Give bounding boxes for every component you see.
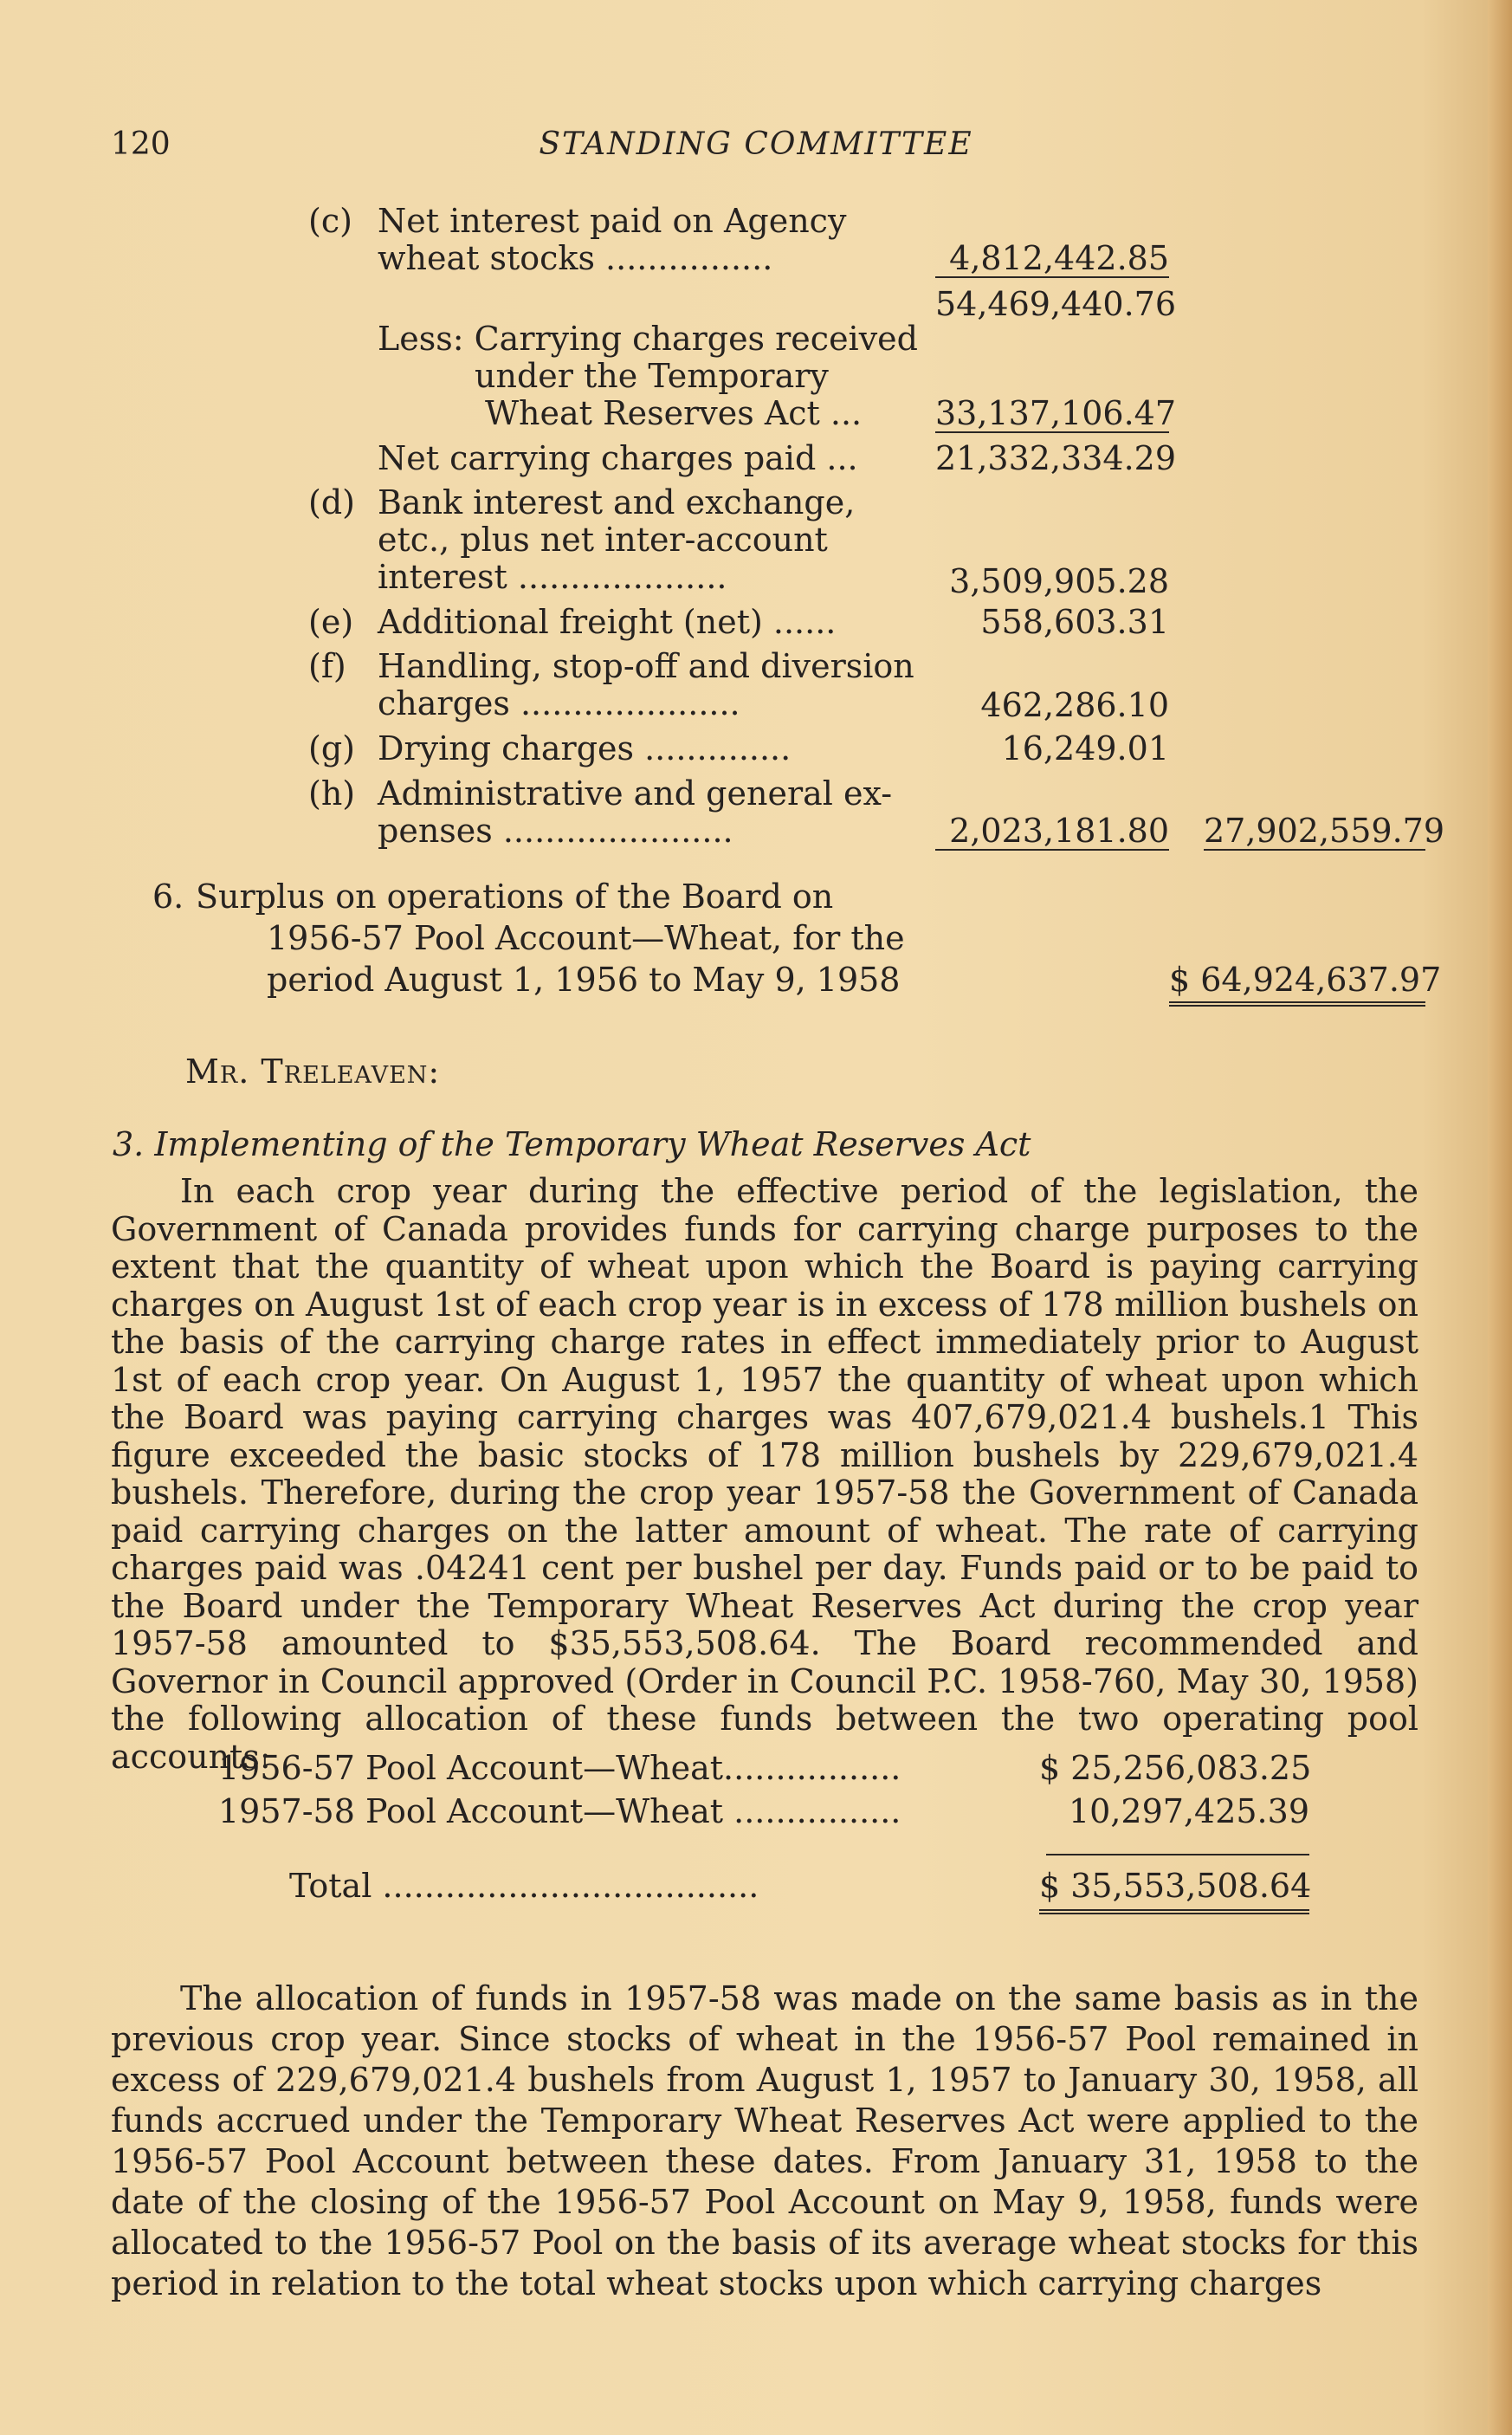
less-amount: 33,137,106.47 — [935, 394, 1177, 432]
item-e-label: (e) — [308, 603, 354, 641]
item-c-line2: wheat stocks ................ — [378, 239, 773, 277]
allocation-row2-label: 1957-58 Pool Account—Wheat ................ — [218, 1792, 901, 1830]
paragraph-1: In each crop year during the effective period of the legislation, the Government of Canada provides funds for carrying charge purposes to the extent that the quantity of wheat upon which the Board is paying carrying charges on August 1st of each crop year is in excess of 178 million bushels on the basis of the carrying charge rates in effect immediately prior to August 1st of each crop year. On August 1, 1957 the quantity of wheat upon which the Board was paying carrying charges was 407,679,021.4 bushels.1 This figure exceeded the basic stocks of 178 million bushels by 229,679,021.4 bushels. Therefore, during the crop year 1957-58 the Government of Canada paid carrying charges on the latter amount of wheat. The rate of carrying charges paid was .04241 cent per bushel per day. Funds paid or to be paid to the Board under the Temporary Wheat Reserves Act during the crop year 1957-58 amounted to $35,553,508.64. The Board recommended and Governor in Council approved (Order in Council P.C. 1958-760, May 30, 1958) the following allocation of these funds between the two operating pool accounts: — [111, 1172, 1418, 1776]
item-d-amount: 3,509,905.28 — [949, 562, 1169, 600]
less-line2: under the Temporary — [475, 357, 829, 395]
item-g-amount: 16,249.01 — [1001, 729, 1169, 767]
item-e-amount: 558,603.31 — [980, 603, 1169, 641]
item-f-amount: 462,286.10 — [980, 686, 1169, 724]
less-line1: Less: Carrying charges received — [378, 320, 918, 358]
item-f-line2: charges ..................... — [378, 684, 740, 722]
item-d-line2: etc., plus net inter-account — [378, 521, 828, 559]
item-h-line1: Administrative and general ex- — [378, 774, 893, 813]
item-d-line1: Bank interest and exchange, — [378, 483, 856, 521]
item-6-line1: Surplus on operations of the Board on — [196, 878, 834, 916]
allocation-rule — [1046, 1854, 1309, 1855]
page-edge — [1488, 0, 1512, 2435]
allocation-row1-label: 1956-57 Pool Account—Wheat................. — [218, 1749, 901, 1787]
item-6-line2: 1956-57 Pool Account—Wheat, for the — [267, 919, 905, 957]
item-f-label: (f) — [308, 647, 346, 685]
surplus-amount: $ 64,924,637.97 — [1169, 962, 1425, 1007]
item-c-line1: Net interest paid on Agency — [378, 202, 847, 240]
net-carrying-amount: 21,332,334.29 — [935, 439, 1177, 477]
allocation-total-label: Total .................................... — [289, 1867, 759, 1905]
item-6-line3: period August 1, 1956 to May 9, 1958 — [267, 961, 901, 999]
allocation-row2-amount: 10,297,425.39 — [1068, 1792, 1309, 1830]
item-g-label: (g) — [308, 729, 355, 767]
item-h-amount: 2,023,181.80 — [935, 813, 1169, 851]
allocation-total-amount: $ 35,553,508.64 — [1039, 1868, 1309, 1914]
item-6-label: 6. — [152, 878, 184, 916]
less-line3: Wheat Reserves Act ... — [485, 394, 863, 432]
section-heading: 3. Implementing of the Temporary Wheat Reserves Act — [113, 1125, 1031, 1163]
running-header: STANDING COMMITTEE — [539, 126, 973, 162]
item-f-line1: Handling, stop-off and diversion — [378, 647, 914, 685]
item-g-line1: Drying charges .............. — [378, 729, 792, 767]
subtotal-amount: 54,469,440.76 — [935, 285, 1177, 323]
item-c-amount: 4,812,442.85 — [935, 240, 1169, 278]
speaker-name: Mr. Treleaven: — [185, 1052, 441, 1091]
item-h-label: (h) — [308, 774, 356, 813]
item-d-line3: interest .................... — [378, 558, 727, 596]
item-e-line1: Additional freight (net) ...... — [378, 603, 837, 641]
expenses-total-amount: 27,902,559.79 — [1204, 812, 1445, 850]
item-h-line2: penses ...................... — [378, 812, 733, 850]
item-d-label: (d) — [308, 483, 355, 521]
paragraph-2: The allocation of funds in 1957-58 was made on the same basis as in the previous crop year. Since stocks of wheat in the 1956-57 Pool remained in excess of 229,679,021.4 bushels from August 1, 1957 to January 30, 1958, all funds accrued under the Temporary Wheat Reserves Act were applied to the 1956-57 Pool Account between these dates. From January 31, 1958 to the date of the closing of the 1956-57 Pool Account on May 9, 1958, funds were allocated to the 1956-57 Pool on the basis of its average wheat stocks for this period in relation to the total wheat stocks upon which carrying charges — [111, 1979, 1418, 2302]
net-carrying-line: Net carrying charges paid ... — [378, 439, 858, 477]
allocation-row1-amount: $ 25,256,083.25 — [1039, 1749, 1312, 1787]
page-number: 120 — [111, 126, 171, 162]
item-c-label: (c) — [308, 202, 352, 240]
